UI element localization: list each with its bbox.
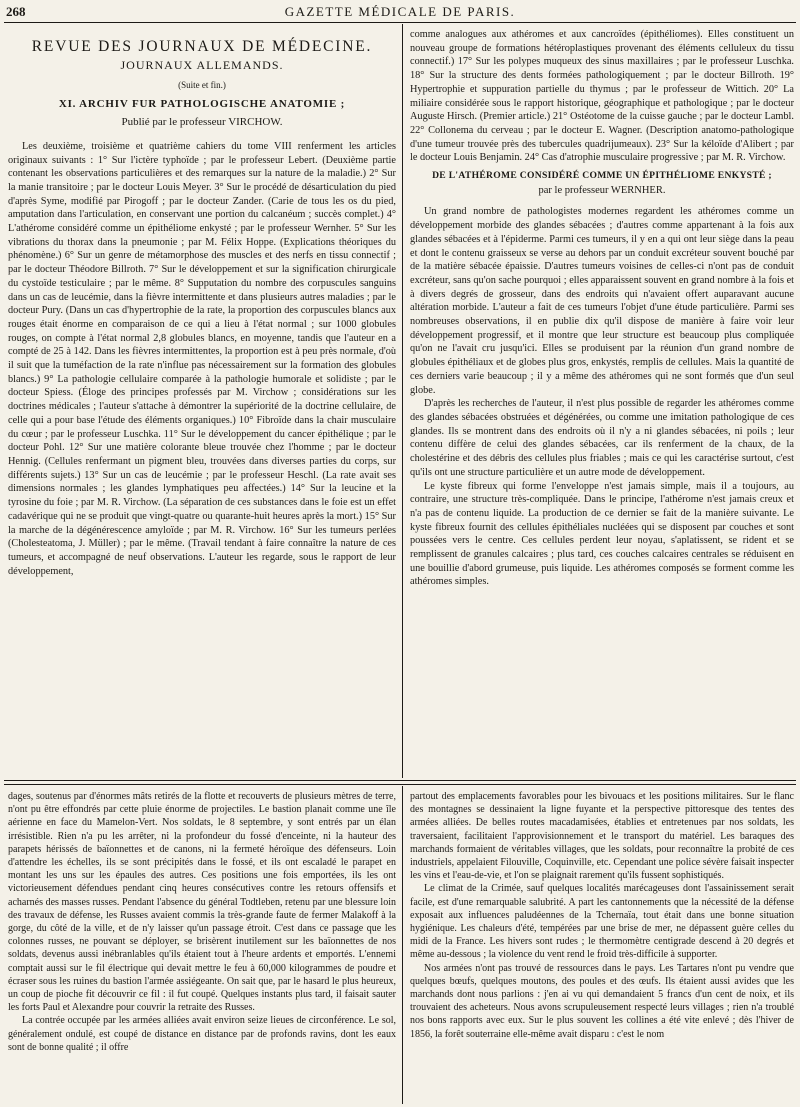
- feuilleton-paragraph: partout des emplacements favorables pour les bivouacs et les positions militaires. Sur le flanc des montagnes se dessinaient la ligne fuyante et la perspective pittoresque des tentes des armées alliées. De belles routes macadamisées, établies et entretenues par nos soldats, les traversaient, facilitaient l'approvisionnement et le transport du matériel. Les baraques des marchands formaient de véritables villages, que les soldats, pour reconnaître la probité de ces industriels, appelaient Filouville, Coquinville, etc. Cependant une police sévère faisait inspecter les vins et l'eau-de-vie, et l'on se plaignait rarement qu'ils fussent sophistiqués.: [410, 791, 794, 882]
- feuilleton-paragraph: Le climat de la Crimée, sauf quelques localités marécageuses dont l'assainissement serait facile, est d'une remarquable salubrité. A part les cantonnements que la nécessité de la défense exposait aux influences paludéennes de la Tchernaïa, tout était dans une bonne situation hygiénique. Les chaleurs d'été, tempérées par une brise de mer, ne dépassent guère celles du midi de la France. Les hivers sont rudes ; le thermomètre centigrade descend à 20 degrés et même au-dessous ; la violence du vent rend le froid très-difficile à supporter.: [410, 883, 794, 961]
- article-paragraph: comme analogues aux athéromes et aux cancroïdes (épithéliomes). Elles constituent un nouveau groupe de formations hétéroplastiques provenant des éléments celluleux du tissu connectif.) 17° Sur les polypes muqueux des sinus maxillaires ; par le professeur Luschka. 18° Sur la structure des dents formées pathologiquement ; par le docteur Billroth. 19° Hypertrophie et suppuration partielle du thymus ; par le professeur de Wittich. 20° La miliaire considérée sous le rapport historique, géographique et pathologique ; par le docteur Auguste Hirsch. (Premier article.) 21° Ostéotome de la cuisse gauche ; par le docteur Lambl. 22° Collonema du cerveau ; par le docteur E. Wagner. (Description anatomo-pathologique d'une tumeur trouvée près des tubercules quadrijumeaux). 23° Sur la kéloïde d'Alibert ; par le docteur Louis Benjamin. 24° Cas d'atrophie musculaire progressive ; par M. R. Virchow.: [410, 29, 794, 164]
- feuilleton-paragraph: Nos armées n'ont pas trouvé de ressources dans le pays. Les Tartares n'ont pu vendre que quelques bœufs, quelques moutons, des poules et des œufs. Ils étaient aussi avides que les marchands dont nous parlions : j'en ai vu qui demandaient 5 francs d'un cent de noix, et ils trouvaient des acheteurs. Nous avons scrupuleusement respecté leurs villages ; rien n'a troublé nos bons rapports avec eux. Sur le plus souvent les collines a été vite enlevé ; dès l'hiver de 1856, la forêt souterraine elle-même avait disparu : c'est le nom: [410, 962, 794, 1040]
- article-paragraph: Un grand nombre de pathologistes modernes regardent les athéromes comme un développement morbide des glandes sébacées ; d'autres comme appartenant à la fois aux glandes sébacées et à l'épiderme. Parmi ces tumeurs, il y en a qui ont leur siège dans la peau et dont le contenu graisseux se verse au dehors par un conduit excréteur souvent bouché par de la matière sébacée épaissie. D'autres tumeurs voisines de celles-ci n'ont pas de conduit excréteur, sans qu'on sache pourquoi ; elles apparaissent souvent en grand nombre à la fois et à divers degrés de grosseur, dans des endroits qui n'avaient offert auparavant aucune altération morbide. L'auteur a fait de ces tumeurs l'objet d'une étude particulière. Parmi ses nombreuses observations, il en publie dix qu'il dispose de manière à faire voir leur développement progressif, et il montre que leur structure est beaucoup plus compliquée qu'on ne l'avait cru jusqu'ici. Elles se produisent par la réunion d'un grand nombre de globules épithéliaux et de globes plus gros, enkystés, remplis de cellules. Mais la quantité de ces derniers varie beaucoup ; il y a même des athéromes qui ne sont formés que d'un seul globe.: [410, 206, 794, 396]
- article-heading: DE L'ATHÉROME CONSIDÉRÉ COMME UN ÉPITHÉLIOME ENKYSTÉ ;: [432, 170, 772, 182]
- section-subtitle: JOURNAUX ALLEMANDS.: [120, 58, 284, 72]
- column-divider: [402, 24, 403, 778]
- article-heading: XI. ARCHIV FUR PATHOLOGISCHE ANATOMIE ;: [58, 98, 346, 111]
- feuilleton-paragraph: La contrée occupée par les armées alliées avait environ seize lieues de circonférence. Le sol, généralement ondulé, est coupé de distance en distance par de profonds ravins, dont les eaux sont de bonne qualité ; il offre: [8, 1015, 396, 1053]
- article-byline: Publié par le professeur VIRCHOW.: [121, 116, 283, 129]
- article-byline: par le professeur WERNHER.: [538, 184, 666, 196]
- left-column: [8, 32, 396, 778]
- feuilleton-right-column: [410, 790, 794, 1104]
- header-rule: [4, 22, 796, 23]
- right-column: [410, 28, 794, 778]
- feuilleton-divider: [402, 786, 403, 1104]
- continuation-note: (Suite et fin.): [178, 79, 226, 90]
- feuilleton-rule-bottom: [4, 784, 796, 785]
- journal-title: GAZETTE MÉDICALE DE PARIS.: [284, 4, 516, 19]
- article-paragraph: D'après les recherches de l'auteur, il n'est plus possible de regarder les athéromes comme des glandes sébacées obstruées et dégénérées, ou comme une imitation pathologique de ces glandes. Ils se montrent dans des endroits où il n'y a ni glandes sébacées, ni poils ; leur contenu diffère de celui des glandes sébacées, car ils renferment de la chaux, de la cholestérine et des débris des cellules plus friables ; mais ce qui les caractérise surtout, c'est qu'ils ont une structure particulière et un autre mode de développement.: [410, 398, 794, 478]
- feuilleton-paragraph: dages, soutenus par d'énormes mâts retirés de la flotte et recouverts de plusieurs mètres de terre, n'ont pu être effondrés par cette pluie énorme de projectiles. Le bastion planait comme une île aérienne en face du Mamelon-Vert. Nos soldats, le 8 septembre, y sont entrés par un élan irrésistible. Rien n'a pu les arrêter, ni la profondeur du fossé d'enceinte, ni la hauteur des parapets hérissés de baïonnettes et de canons, ni la fermeté héroïque des défenseurs. Loin d'attendre les échelles, ils se sont précipités dans le fossé, et ils ont escaladé le parapet en montant les uns sur les épaules des autres. Ces positions une fois emportées, ils les ont victorieusement défendues pendant cinq heures consécutives contre les retours offensifs et acharnés des masses russes. Pendant l'absence du général Todtleben, retenu par une blessure loin des travaux de défense, les Russes avaient commis la très-grande faute de fermer Malakoff à la gorge, du côté de la ville, et de n'y laisser qu'un passage étroit. C'est dans ce passage que les colonnes russes, ne pouvant se déployer, se brisèrent inutilement sur les baïonnettes de nos soldats, devenus aussi inébranlables qu'ils étaient tout à l'heure ardents et emportés. L'ennemi comptait aussi sur le fil électrique qui devait mettre le feu à 60,000 kilogrammes de poudre et écraser sous les ruines du bastion l'armée assiégeante. On sait que, par le hasard le plus heureux, un coup de pioche fit découvrir ce fil : il fut coupé. Quelques instants plus tard, il faisait sauter les forts Paul et Alexandre pour couvrir la retraite des Russes.: [8, 791, 396, 1014]
- page-number: 268: [6, 4, 26, 19]
- article-paragraph: Le kyste fibreux qui forme l'enveloppe n'est jamais simple, mais il a toujours, au contraire, une structure très-compliquée. Dans le principe, l'athérome n'est jamais creux et n'a pas de contenu liquide. La production de ce dernier se fait de la manière suivante. Le kyste fibreux fournit des cellules épithéliales nucléées qui se disposent par couches et sont poussées vers le centre. Ces cellules perdent leur noyau, s'aplatissent, se rident et se remplissent de granules calcaires ; plus tard, ces couches calcaires centrales se réduisent en une bouillie d'abord grumeuse, puis liquide. Les athéromes composés se forment comme les athéromes simples.: [410, 480, 794, 588]
- feuilleton-left-column: [8, 790, 396, 1104]
- feuilleton-rule-top: [4, 780, 796, 781]
- article-paragraph: Les deuxième, troisième et quatrième cahiers du tome VIII renferment les articles originaux suivants : 1° Sur l'ictère typhoïde ; par le professeur Lebert. (Deuxième partie contenant les observations particulières et des remarques sur la nature de la maladie.) 2° Sur la manie transitoire ; par le docteur Louis Meyer. 3° Sur le procédé de désarticulation du pied d'après Syme, modifié par Pirogoff ; par le docteur Zander. (Carie de tous les os du pied, amputation dans l'articulation, en conservant une portion du calcanéum ; succès complet.) 4° L'athérome considéré comme un épithéliome enkysté ; par le professeur Wernher. 5° Sur les vibrations du thorax dans la pneumonie ; par M. Félix Hoppe. (Explications théoriques du phénomène.) 6° Sur un genre de métamorphose des muscles et des nerfs en tissu connectif ; par le docteur Théodore Billroth. 7° Sur le développement et sur la signification chirurgicale du cystoïde testiculaire ; par le même. 8° Supputation du nombre des corpuscules sanguins dans un cas de leucémie, dans la fièvre intermittente et dans plusieurs autres maladies ; par le docteur Pury. (Dans un cas d'hypertrophie de la rate, la proportion des corpuscules blancs aux rouges était énorme en comparaison de ce qui a lieu à l'état normal ; sur 1000 globules rouges, on compte à l'état normal 2,8 globules blancs, en moyenne, tandis que l'auteur en a compté de 25 à 142. Dans les fièvres intermittentes, la proportion est à peu près normale, d'où il suit que la tuméfaction de la rate n'influe pas nécessairement sur la formation des globules blancs.) 9° La pathologie cellulaire comparée à la pathologie humorale et solidiste ; par le docteur Spiess. (Éloge des principes professés par M. Virchow ; considérations sur les doctrines médicales ; l'auteur s'attache à démontrer la supériorité de la doctrine cellulaire, de celle qui a pour base l'étude des éléments organiques.) 10° Fibroïde dans la chair musculaire du cœur ; par le professeur Luschka. 11° Sur le développement du cancer épithélique ; par le docteur Pohl. 12° Sur une matière colorante bleue trouvée chez l'homme ; par le docteur Hennig. (Cellules renfermant un pigment bleu, trouvées dans diverses parties du corps, sur différents sujets.) 13° Sur un cas de leucémie ; par le professeur Heschl. (La rate avait ses dimensions normales ; les glandes lymphatiques peu affectées.) 14° Sur la leucine et la tyrosine du foie ; par M. R. Virchow. (La séparation de ces substances dans le foie est un effet cadavérique qui ne se produit que vingt-quatre ou quarante-huit heures après la mort.) 15° Sur la marche de la dégénérescence amyloïde ; par M. R. Virchow. 16° Sur les tumeurs perlées (Cholesteatoma, J. Müller) ; par le même. (Travail tendant à faire connaître la nature de ces tumeurs, et accompagné de neuf observations. L'auteur les regarde, sous le rapport de leur développement,: [8, 140, 396, 577]
- section-title: REVUE DES JOURNAUX DE MÉDECINE.: [31, 38, 373, 55]
- page-header: [0, 0, 800, 22]
